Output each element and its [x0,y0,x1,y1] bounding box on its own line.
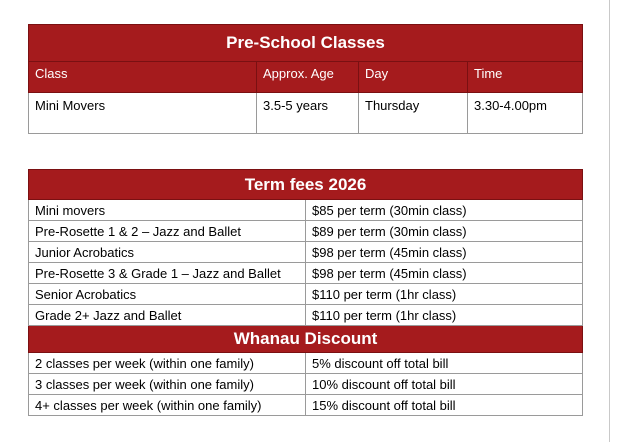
fee-class-name: Pre-Rosette 3 & Grade 1 – Jazz and Ballet [29,263,306,284]
fee-class-name: Grade 2+ Jazz and Ballet [29,305,306,326]
table-row [29,284,583,305]
fee-amount: $98 per term (45min class) [306,242,583,263]
header-class: Class [29,62,257,93]
preschool-title: Pre-School Classes [29,25,583,62]
fee-class-name: Pre-Rosette 1 & 2 – Jazz and Ballet [29,221,306,242]
cell-age: 3.5-5 years [257,93,359,134]
table-row [29,305,583,326]
table-row [29,200,583,221]
fee-amount: $98 per term (45min class) [306,263,583,284]
table-row [29,395,583,416]
discount-condition: 2 classes per week (within one family) [29,353,306,374]
table-row [29,93,583,134]
fee-amount: $110 per term (1hr class) [306,305,583,326]
fee-amount: $85 per term (30min class) [306,200,583,221]
fee-class-name: Junior Acrobatics [29,242,306,263]
discount-value: 10% discount off total bill [306,374,583,395]
table-row [29,353,583,374]
term-fees-table [28,169,583,416]
table-row [29,221,583,242]
discount-title: Whanau Discount [29,326,583,353]
cell-day: Thursday [359,93,468,134]
table-row [29,263,583,284]
discount-condition: 3 classes per week (within one family) [29,374,306,395]
header-age: Approx. Age [257,62,359,93]
header-time: Time [468,62,583,93]
preschool-classes-table [28,24,583,134]
discount-value: 5% discount off total bill [306,353,583,374]
fee-amount: $110 per term (1hr class) [306,284,583,305]
fee-amount: $89 per term (30min class) [306,221,583,242]
table-row [29,374,583,395]
header-day: Day [359,62,468,93]
discount-value: 15% discount off total bill [306,395,583,416]
page-edge-line [609,0,610,442]
cell-time: 3.30-4.00pm [468,93,583,134]
table-row [29,242,583,263]
discount-condition: 4+ classes per week (within one family) [29,395,306,416]
fees-title: Term fees 2026 [29,170,583,200]
fee-class-name: Senior Acrobatics [29,284,306,305]
cell-class: Mini Movers [29,93,257,134]
fee-class-name: Mini movers [29,200,306,221]
